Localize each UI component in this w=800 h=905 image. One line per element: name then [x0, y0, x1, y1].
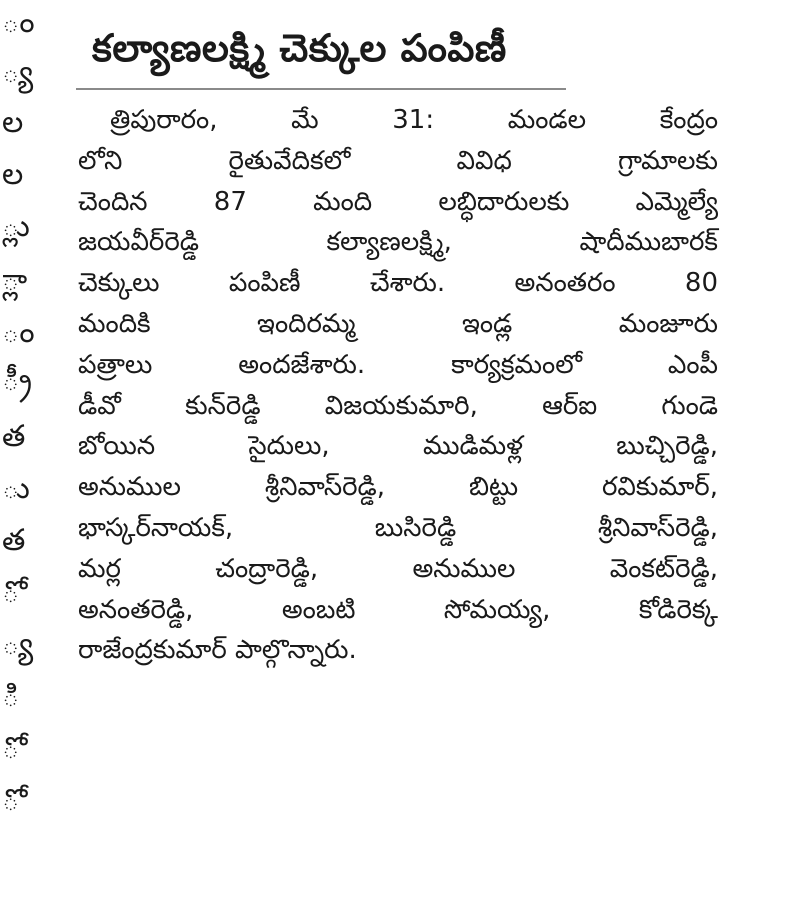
adjacent-column-glyph: ు [2, 471, 30, 506]
article-headline: కల్యాణలక్ష్మి చెక్కుల పంపిణీ [92, 26, 507, 70]
adjacent-column-glyph: ్య [2, 55, 34, 90]
article-line: డీవో కున్‌రెడ్డి విజయకుమారి, ఆర్‌ఐ గుండె [78, 390, 718, 421]
adjacent-column-glyph: ల [2, 157, 24, 192]
article-line: చెక్కులు పంపిణీ చేశారు. అనంతరం 80 [78, 268, 718, 299]
adjacent-column-glyph: త [2, 419, 26, 454]
article-line: అనంతరెడ్డి, అంబటి సోమయ్య, కోడిరెక్క [78, 594, 718, 625]
adjacent-column-glyph: ్య [2, 627, 34, 662]
adjacent-column-glyph: ి [2, 679, 20, 714]
article-line: చెందిన 87 మంది లబ్ధిదారులకు ఎమ్మెల్యే [78, 186, 718, 217]
adjacent-column-glyph: ో [2, 783, 20, 818]
article-line: లోని రైతువేదికలో వివిధ గ్రామాలకు [78, 145, 718, 176]
adjacent-column-glyph: ల [2, 105, 24, 140]
adjacent-column-glyph: ం [2, 315, 35, 350]
article-body [78, 100, 718, 671]
adjacent-column-glyph: త [2, 523, 26, 558]
article-line: బోయిన సైదులు, ముడిమళ్ల బుచ్చిరెడ్డి, [78, 431, 718, 462]
adjacent-column-glyph: ం [2, 5, 35, 40]
article-line: రాజేంద్రకుమార్ పాల్గొన్నారు. [78, 635, 357, 666]
article-line: మందికి ఇందిరమ్మ ఇండ్ల మంజూరు [78, 308, 718, 339]
article-line: పత్రాలు అందజేశారు. కార్యక్రమంలో ఎంపీ [78, 349, 718, 380]
adjacent-column-glyph: ్లా [2, 263, 28, 298]
headline-divider [76, 88, 566, 90]
adjacent-column-glyph: ్రీ [2, 363, 32, 398]
adjacent-column-glyph: ో [2, 731, 20, 766]
article-line: భాస్కర్‌నాయక్, బుసిరెడ్డి శ్రీనివాస్‌రెడ్డి, [78, 512, 718, 543]
article-line: త్రిపురారం, మే 31: మండల కేంద్రం [110, 105, 718, 135]
adjacent-column-glyph: ్లు [2, 209, 30, 244]
article-line: జయవీర్‌రెడ్డి కల్యాణలక్ష్మి, షాదీముబారక్ [78, 227, 718, 258]
article-line: అనుముల శ్రీనివాస్‌రెడ్డి, బిట్టు రవికుమార్, [78, 472, 718, 503]
adjacent-column-fragment [0, 0, 35, 905]
adjacent-column-glyph: ో [2, 575, 20, 610]
article-line: మర్ల చంద్రారెడ్డి, అనుముల వెంకట్‌రెడ్డి, [78, 553, 718, 584]
